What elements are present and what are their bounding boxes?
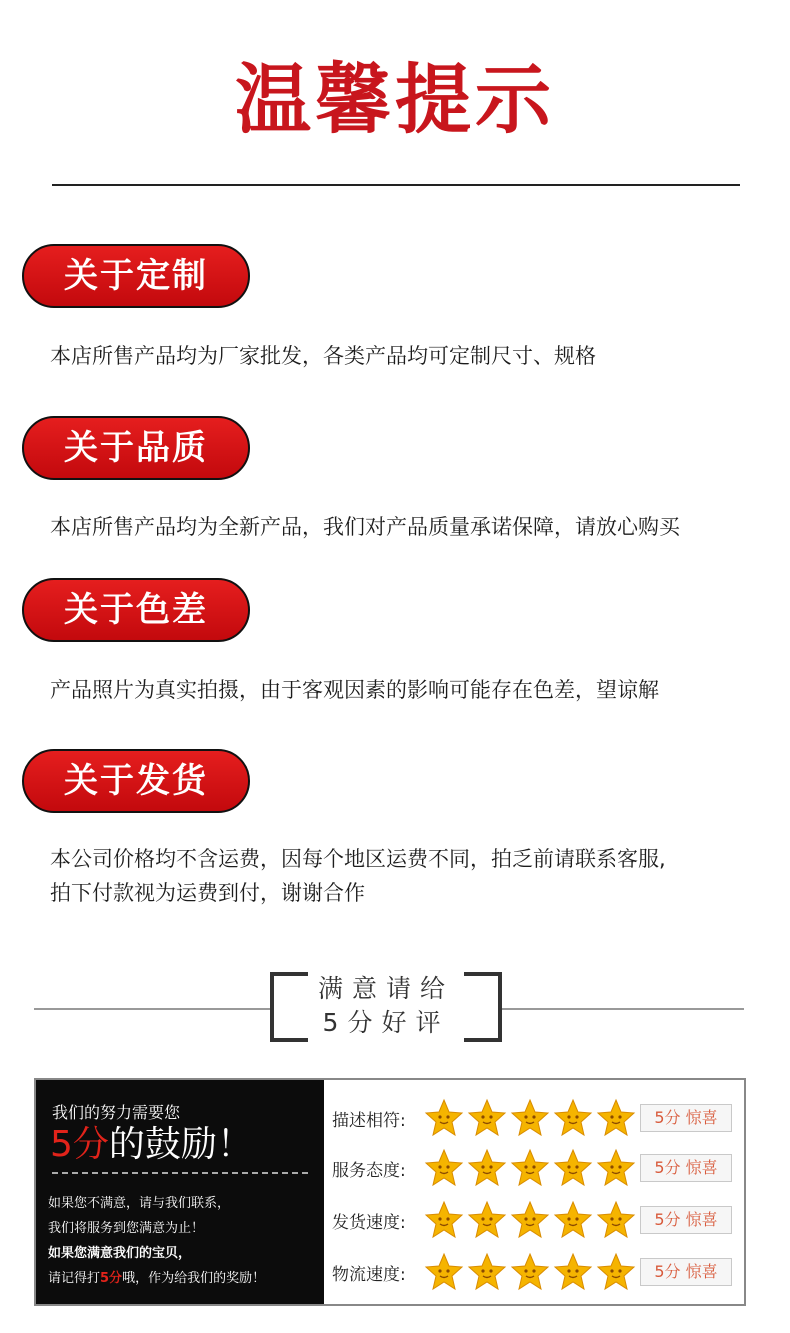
section-heading-quality: 关于品质	[22, 416, 250, 480]
rating-row-description	[332, 1096, 742, 1140]
star-icon	[424, 1148, 464, 1188]
encouragement-line: 如果您不满意，请与我们联系，	[48, 1196, 231, 1211]
star-icon	[596, 1252, 636, 1292]
text-line: 拍下付款视为运费到付，谢谢合作	[50, 881, 365, 905]
headline-score: 5分	[50, 1124, 109, 1165]
section-text-color-difference	[50, 673, 750, 707]
star-icon	[553, 1200, 593, 1240]
score-badge: 5分 惊喜	[640, 1104, 732, 1132]
star-rating	[424, 1148, 639, 1188]
star-icon	[510, 1252, 550, 1292]
star-icon	[467, 1252, 507, 1292]
review-request-line2: 5分好评	[322, 1008, 450, 1037]
star-icon	[596, 1098, 636, 1138]
review-request-line1: 满意请给	[317, 974, 454, 1003]
line-score: 5分	[100, 1271, 123, 1286]
star-icon	[510, 1200, 550, 1240]
section-text-quality	[50, 510, 750, 544]
section-heading-customization: 关于定制	[22, 244, 250, 308]
rating-label: 描述相符:	[332, 1111, 406, 1131]
star-rating	[424, 1098, 639, 1138]
headline-text: 的鼓励！	[108, 1124, 253, 1165]
star-icon	[424, 1252, 464, 1292]
encouragement-line: 我们将服务到您满意为止！	[48, 1221, 205, 1236]
review-request-box	[270, 972, 502, 1038]
divider-right	[502, 1008, 744, 1010]
text-line: 本店所售产品均为厂家批发，各类产品均可定制尺寸、规格	[50, 344, 596, 368]
star-icon	[424, 1200, 464, 1240]
star-icon	[553, 1148, 593, 1188]
rating-row-shipping-speed	[332, 1198, 742, 1242]
encouragement-panel	[36, 1080, 324, 1304]
rating-row-service	[332, 1146, 742, 1190]
page-title: 温馨提示	[235, 55, 555, 144]
score-badge: 5分 惊喜	[640, 1258, 732, 1286]
encouragement-headline	[50, 1120, 253, 1170]
title-divider	[52, 184, 740, 186]
rating-row-logistics-speed	[332, 1250, 742, 1294]
star-rating	[424, 1200, 639, 1240]
encouragement-subtitle: 我们的努力需要您	[52, 1103, 181, 1122]
section-heading-shipping: 关于发货	[22, 749, 250, 813]
line-suffix: 哦，作为给我们的奖励！	[122, 1271, 266, 1286]
score-badge: 5分 惊喜	[640, 1206, 732, 1234]
dashed-divider	[52, 1172, 308, 1174]
star-icon	[596, 1200, 636, 1240]
section-text-customization	[50, 339, 750, 373]
text-line: 本店所售产品均为全新产品，我们对产品质量承诺保障，请放心购买	[50, 515, 680, 539]
text-line: 本公司价格均不含运费，因每个地区运费不同，拍乏前请联系客服,	[50, 847, 666, 871]
text-line: 产品照片为真实拍摄，由于客观因素的影响可能存在色差，望谅解	[50, 678, 659, 702]
star-icon	[553, 1252, 593, 1292]
rating-panel	[34, 1078, 746, 1306]
rating-label: 物流速度:	[332, 1265, 406, 1285]
star-icon	[424, 1098, 464, 1138]
star-icon	[467, 1200, 507, 1240]
star-rating	[424, 1252, 639, 1292]
star-icon	[553, 1098, 593, 1138]
star-icon	[510, 1098, 550, 1138]
rating-label: 服务态度:	[332, 1161, 406, 1181]
star-icon	[467, 1098, 507, 1138]
line-prefix: 请记得打	[48, 1271, 101, 1286]
rating-label: 发货速度:	[332, 1213, 406, 1233]
score-badge: 5分 惊喜	[640, 1154, 732, 1182]
star-icon	[596, 1148, 636, 1188]
section-heading-color-difference: 关于色差	[22, 578, 250, 642]
star-icon	[467, 1148, 507, 1188]
encouragement-line: 如果您满意我们的宝贝，	[48, 1246, 192, 1261]
divider-left	[34, 1008, 272, 1010]
star-icon	[510, 1148, 550, 1188]
section-text-shipping	[50, 842, 750, 910]
encouragement-line	[48, 1267, 265, 1286]
